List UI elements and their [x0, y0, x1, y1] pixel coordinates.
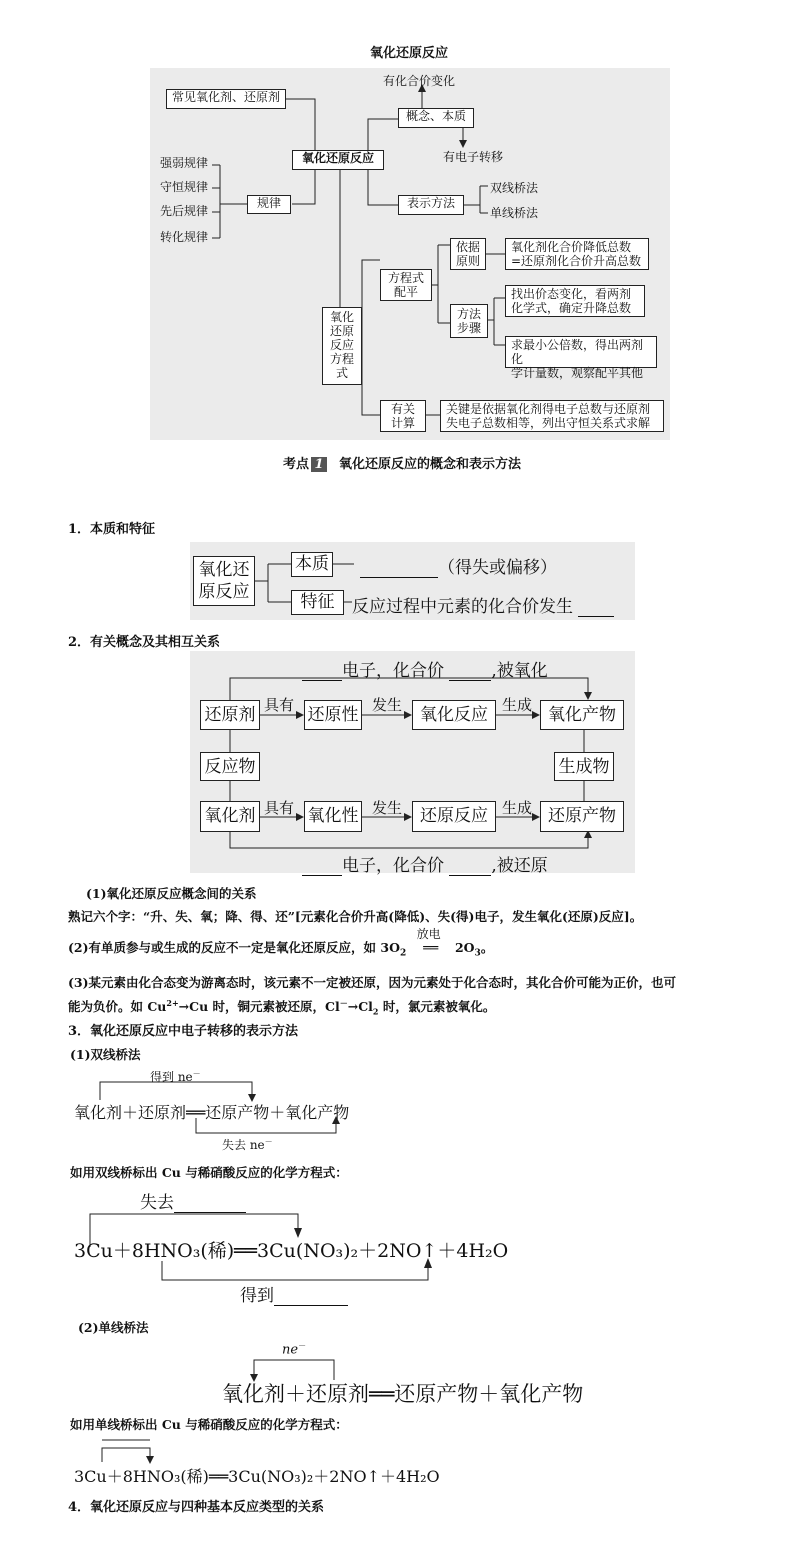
single-bridge-label: 单线桥法 — [490, 206, 539, 220]
rule-item-2: 守恒规律 — [160, 180, 209, 194]
kaodian-number-badge: 1 — [311, 457, 327, 472]
s1-feature-line: 反应过程中元素的化合价发生 — [352, 592, 614, 617]
gain-ne-label: 得到 ne－ — [150, 1069, 201, 1084]
oxidizability-box: 氧化性 — [304, 801, 362, 832]
valence-change: 有化合价变化 — [383, 74, 456, 88]
basis-text-box: 氧化剂化合价降低总数 =还原剂化合价升高总数 — [505, 238, 649, 270]
kaodian-title: 氧化还原反应的概念和表示方法 — [339, 457, 522, 472]
cu-equation-double: 3Cu＋8HNO₃(稀)══3Cu(NO₃)₂＋2NO↑＋4H₂O — [74, 1240, 509, 1262]
general-equation-2: 氧化剂＋还原剂══还原产物＋氧化产物 — [222, 1382, 584, 1406]
balancing-box: 方程式 配平 — [380, 269, 432, 301]
note-2: (2)有单质参与或生成的反应不一定是氧化还原反应，如 $3O_2$ 放电 ══ $2O_3$。 — [68, 927, 494, 959]
arrow-label-occur-2: 发生 — [372, 799, 403, 817]
electron-transfer: 有电子转移 — [443, 150, 504, 164]
method-text-1: 找出价态变化，看两剂 化学式，确定升降总数 — [505, 285, 645, 317]
method-text-2: 求最小公倍数，得出两剂化 学计量数，观察配平其他 — [505, 336, 657, 368]
single-ne-label: ne－ — [282, 1341, 307, 1358]
rule-item-4: 转化规律 — [160, 230, 209, 244]
product-box: 生成物 — [554, 752, 614, 781]
note-3-line2: 能为负价。如 $Cu^{2+}\to Cu$ 时，铜元素被还原，$Cl^-\to Cl_2$ 时，氯元素被氧化。 — [68, 997, 496, 1017]
reduction-reaction-box: 还原反应 — [412, 801, 496, 832]
oxidation-product-box: 氧化产物 — [540, 700, 624, 730]
note-1-title: (1)氧化还原反应概念间的关系 — [86, 886, 257, 901]
mindmap-title: 氧化还原反应 — [370, 46, 449, 61]
gain-blank[interactable] — [274, 1285, 348, 1306]
lose-label: 失去 — [140, 1188, 246, 1213]
double-bridge-label: 双线桥法 — [490, 181, 539, 195]
s1-redox-box: 氧化还 原反应 — [193, 556, 255, 606]
oxidizer-box: 氧化剂 — [200, 801, 260, 832]
arrow-label-have-1: 具有 — [264, 696, 295, 714]
gain-label: 得到 — [240, 1281, 348, 1306]
single-bridge-example: 如用单线桥标出 Cu 与稀硝酸反应的化学方程式： — [70, 1417, 348, 1432]
reducibility-box: 还原性 — [304, 700, 362, 730]
kaodian-prefix: 考点 — [283, 457, 310, 472]
reducer-box: 还原剂 — [200, 700, 260, 730]
calc-box: 有关 计算 — [380, 400, 426, 432]
s2-top-label: 电子，化合价 ,被氧化 — [302, 656, 548, 681]
general-equation-1: 氧化剂＋还原剂══还原产物＋氧化产物 — [74, 1103, 350, 1122]
basis-box: 依据 原则 — [450, 238, 486, 270]
double-bridge-title: (1)双线桥法 — [70, 1047, 141, 1062]
oxidation-reaction-box: 氧化反应 — [412, 700, 496, 730]
s1-heading: 1．本质和特征 — [68, 522, 156, 537]
s2-bottom-label: 电子，化合价 ,被还原 — [302, 851, 548, 876]
s4-heading: 4．氧化还原反应与四种基本反应类型的关系 — [68, 1500, 325, 1515]
note-2-condition: 放电 — [416, 927, 441, 941]
note-3-line1: (3)某元素由化合态变为游离态时，该元素不一定被还原，因为元素处于化合态时，其化合价可能为正价，也可 — [68, 975, 677, 990]
s1-essence-box: 本质 — [291, 552, 333, 577]
reactant-box: 反应物 — [200, 752, 260, 781]
note-1-body: 熟记六个字：“升、失、氧；降、得、还”[元素化合价升高(降低)、失(得)电子，发生氧化(还原)反应]。 — [68, 909, 643, 924]
method-box: 方法 步骤 — [450, 304, 488, 338]
arrow-label-generate-2: 生成 — [502, 799, 533, 817]
center-box: 氧化还原反应 — [292, 150, 384, 170]
reduction-product-box: 还原产物 — [540, 801, 624, 832]
s3-heading: 3．氧化还原反应中电子转移的表示方法 — [68, 1024, 299, 1039]
calc-text-box: 关键是依据氧化剂得电子总数与还原剂 失电子总数相等，列出守恒关系式求解 — [440, 400, 664, 432]
representation-box: 表示方法 — [398, 195, 464, 215]
double-bridge-example: 如用双线桥标出 Cu 与稀硝酸反应的化学方程式： — [70, 1165, 348, 1180]
s1-feature-box: 特征 — [291, 590, 344, 615]
cu-equation-single: 3Cu＋8HNO₃(稀)══3Cu(NO₃)₂＋2NO↑＋4H₂O — [74, 1467, 440, 1486]
single-bridge-title: (2)单线桥法 — [78, 1320, 149, 1335]
rule-item-3: 先后规律 — [160, 204, 209, 218]
s2-heading: 2．有关概念及其相互关系 — [68, 635, 221, 650]
lose-blank[interactable] — [174, 1192, 246, 1213]
common-agents-box: 常见氧化剂、还原剂 — [166, 89, 286, 109]
arrow-label-have-2: 具有 — [264, 799, 295, 817]
concept-box: 概念、本质 — [398, 108, 474, 128]
s1-essence-line: （得失或偏移） — [360, 553, 557, 578]
rules-box: 规律 — [247, 195, 291, 214]
arrow-label-generate-1: 生成 — [502, 696, 533, 714]
arrow-label-occur-1: 发生 — [372, 696, 403, 714]
lose-ne-label: 失去 ne－ — [222, 1137, 273, 1152]
equation-box: 氧化 还原 反应 方程 式 — [322, 307, 362, 385]
rule-item-1: 强弱规律 — [160, 156, 209, 170]
